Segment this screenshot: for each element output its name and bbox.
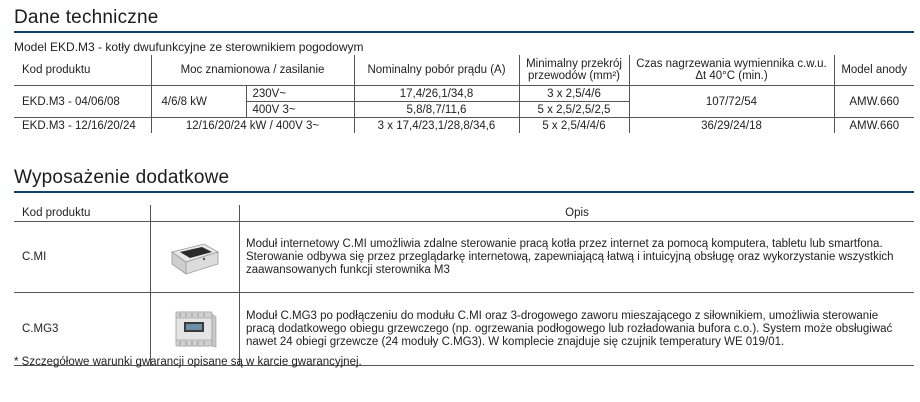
row2-anode: AMW.660 — [849, 119, 900, 132]
tech-header-row — [14, 55, 914, 86]
row1-current-b: 5,8/8,7/11,6 — [354, 102, 519, 118]
acc-section-title: Wyposażenie dodatkowe — [14, 167, 230, 188]
acc-item-desc: Moduł internetowy C.MI umożliwia zdalne sterowanie pracą kotła przez internet za pomocą komputera, tabletu lub smartfona. Sterowanie odbywa się przez przeglądarkę internetową, zapewniającą łatwą i intuicyjną obsługę oraz wykorzystanie wszystkich zaawansowanych funkcji sterownika M3 — [240, 222, 915, 293]
header-cross: Minimalny przekrój przewodów (mm²) — [519, 55, 629, 86]
row1-cross-b: 5 x 2,5/2,5/2,5 — [519, 102, 629, 118]
cmg3-device-icon — [172, 308, 218, 350]
tech-table — [14, 55, 914, 133]
row2-heat: 36/29/24/18 — [629, 118, 834, 134]
warranty-footnote: * Szczegółowe warunki gwarancji opisane są w karcie gwarancyjnej. — [14, 356, 362, 368]
header-power: Moc znamionowa / zasilanie — [151, 55, 354, 86]
cmi-device-icon — [170, 240, 220, 274]
row2-code: EKD.M3 - 12/16/20/24 — [14, 118, 151, 134]
row1-cross-a: 3 x 2,5/4/6 — [519, 86, 629, 102]
row1-current-a: 17,4/26,1/34,8 — [354, 86, 519, 102]
header-heat: Czas nagrzewania wymiennika c.w.u. Δt 40°C (min.) — [629, 55, 834, 86]
accessories-table — [14, 205, 914, 366]
row2-power: 12/16/20/24 kW / 400V 3~ — [151, 118, 354, 134]
acc-header-desc: Opis — [240, 205, 915, 222]
header-anode: Model anody — [834, 55, 914, 86]
acc-header-image — [151, 205, 240, 222]
table-row — [14, 222, 914, 293]
table-row — [14, 293, 914, 366]
table-row — [14, 118, 914, 134]
acc-item-code: C.MI — [14, 222, 151, 293]
acc-header-code: Kod produktu — [14, 205, 151, 222]
row1-heat: 107/72/54 — [629, 86, 834, 118]
acc-header-row — [14, 205, 914, 222]
header-current: Nominalny pobór prądu (A) — [354, 55, 519, 86]
acc-item-desc: Moduł C.MG3 po podłączeniu do modułu C.MI oraz 3-drogowego zaworu mieszającego z siłownikiem, umożliwia sterowanie pracą dodatkowego obiegu grzewczego (np. ogrzewania podłogowego lub rozładowania bufora c.o.). System może obsługiwać nawet 24 obiegi grzewcze (24 moduły C.MG3). W komplecie znajduje się czujnik temperatury WE 019/01. — [240, 293, 915, 366]
tech-section-rule — [14, 31, 914, 33]
row2-current: 3 x 17,4/23,1/28,8/34,6 — [354, 118, 519, 134]
row1-anode: AMW.660 — [834, 86, 914, 118]
header-code: Kod produktu — [14, 55, 151, 86]
row1-power: 4/6/8 kW — [151, 86, 246, 118]
cmg3-module-image — [151, 293, 240, 366]
row1-voltage-b: 400V 3~ — [246, 102, 354, 118]
tech-section-title: Dane techniczne — [14, 7, 159, 28]
acc-item-code: C.MG3 — [14, 293, 151, 366]
table-row — [14, 86, 914, 102]
acc-section-rule — [14, 191, 914, 193]
row1-voltage-a: 230V~ — [246, 86, 354, 102]
model-line: Model EKD.M3 - kotły dwufunkcyjne ze sterownikiem pogodowym — [14, 40, 364, 54]
cmi-module-image — [151, 222, 240, 293]
row1-code: EKD.M3 - 04/06/08 — [14, 86, 151, 118]
row2-cross: 5 x 2,5/4/4/6 — [519, 118, 629, 134]
